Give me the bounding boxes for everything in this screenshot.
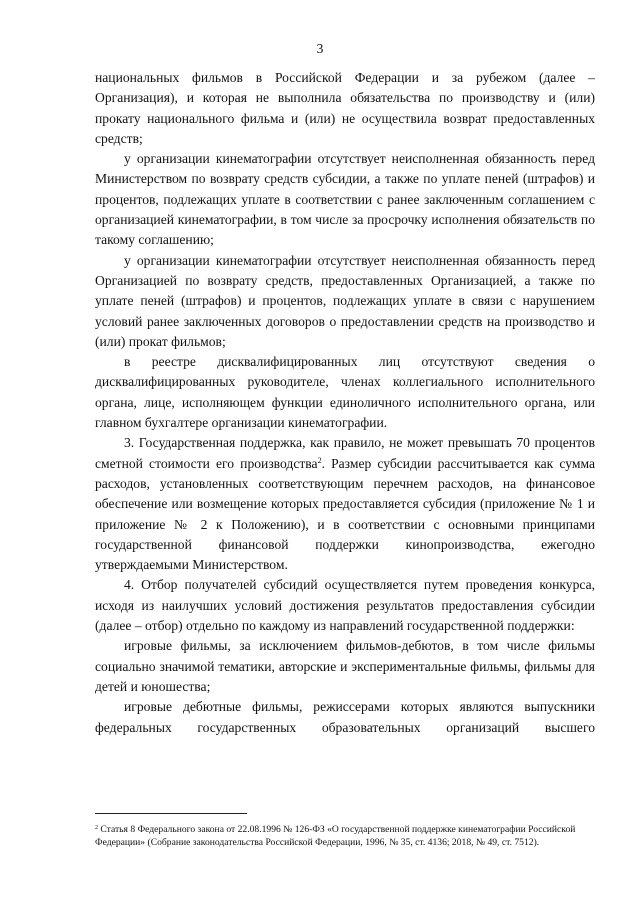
section-3-text-cont: . Размер субсидии рассчитывается как сумма расходов, установленных соответствующим перечнем расходов, на финансовое обеспечение или возмещение которых предоставляется субсидия (приложение № 1 и приложение № 2 к Положению), и в соответствии с основными принципами государственной финансовой поддержки кинопроизводства, ежегодно утверждаемыми Министерством. xyxy=(95,455,595,573)
paragraph-feature-films: игровые фильмы, за исключением фильмов-дебютов, в том числе фильмы социально значимой тематики, авторские и экспериментальные фильмы, фильмы для детей и юношества; xyxy=(95,638,595,694)
paragraph-section-3 xyxy=(95,433,595,575)
paragraph-continuation: национальных фильмов в Российской Федерации и за рубежом (далее – Организация), и которая не выполнила обязательства по производству и (или) прокату национального фильма и (или) не осуществила возврат предоставленных средств; xyxy=(95,70,595,146)
footnote xyxy=(95,824,595,849)
paragraph-disqualified-registry: в реестре дисквалифицированных лиц отсутствуют сведения о дисквалифицированных руководителе, членах коллегиального исполнительного органа, лице, исполняющем функции единоличного исполнительного органа, или главном бухгалтере организации кинематографии. xyxy=(95,354,595,431)
paragraph-subsidy-debt: у организации кинематографии отсутствует неисполненная обязанность перед Министерством по возврату средств субсидии, а также по уплате пеней (штрафов) и процентов, подлежащих уплате в соответствии с ранее заключенным соглашением с организацией кинематографии, в том числе за просрочку исполнения обязательств по такому соглашению; xyxy=(95,151,595,248)
paragraph-organization-debt: у организации кинематографии отсутствует неисполненная обязанность перед Организацией по возврату средств, предоставленных Организацией, а также по уплате пеней (штрафов) и процентов, подлежащих уплате в связи с нарушением условий ранее заключенных договоров о предоставлении средств на производство и (или) прокат фильмов; xyxy=(95,252,595,349)
footnote-text: Статья 8 Федерального закона от 22.08.1996 № 126-ФЗ «О государственной поддержке кинематографии Российской Федерации» (Собрание законодательства Российской Федерации, 1996, № 35, ст. 4136; 2018, № 49, ст. 7512). xyxy=(95,824,576,848)
footnote-ref: 2 xyxy=(317,455,322,465)
paragraph-section-4: 4. Отбор получателей субсидий осуществляется путем проведения конкурса, исходя из наилучших условий достижения результатов предоставления субсидии (далее – отбор) отдельно по каждому из направлений государственной поддержки: xyxy=(95,577,595,634)
footnote-divider xyxy=(95,813,247,814)
document-body xyxy=(95,68,595,738)
paragraph-debut-films: игровые дебютные фильмы, режиссерами которых являются выпускники федеральных государственных образовательных организаций высшего xyxy=(95,699,595,735)
section-3-text: 3. Государственная поддержка, как правило, не может превышать 70 процентов сметной стоимости его производства xyxy=(95,435,595,471)
page-number: 3 xyxy=(316,41,324,56)
footnote-marker: 2 xyxy=(95,825,98,831)
